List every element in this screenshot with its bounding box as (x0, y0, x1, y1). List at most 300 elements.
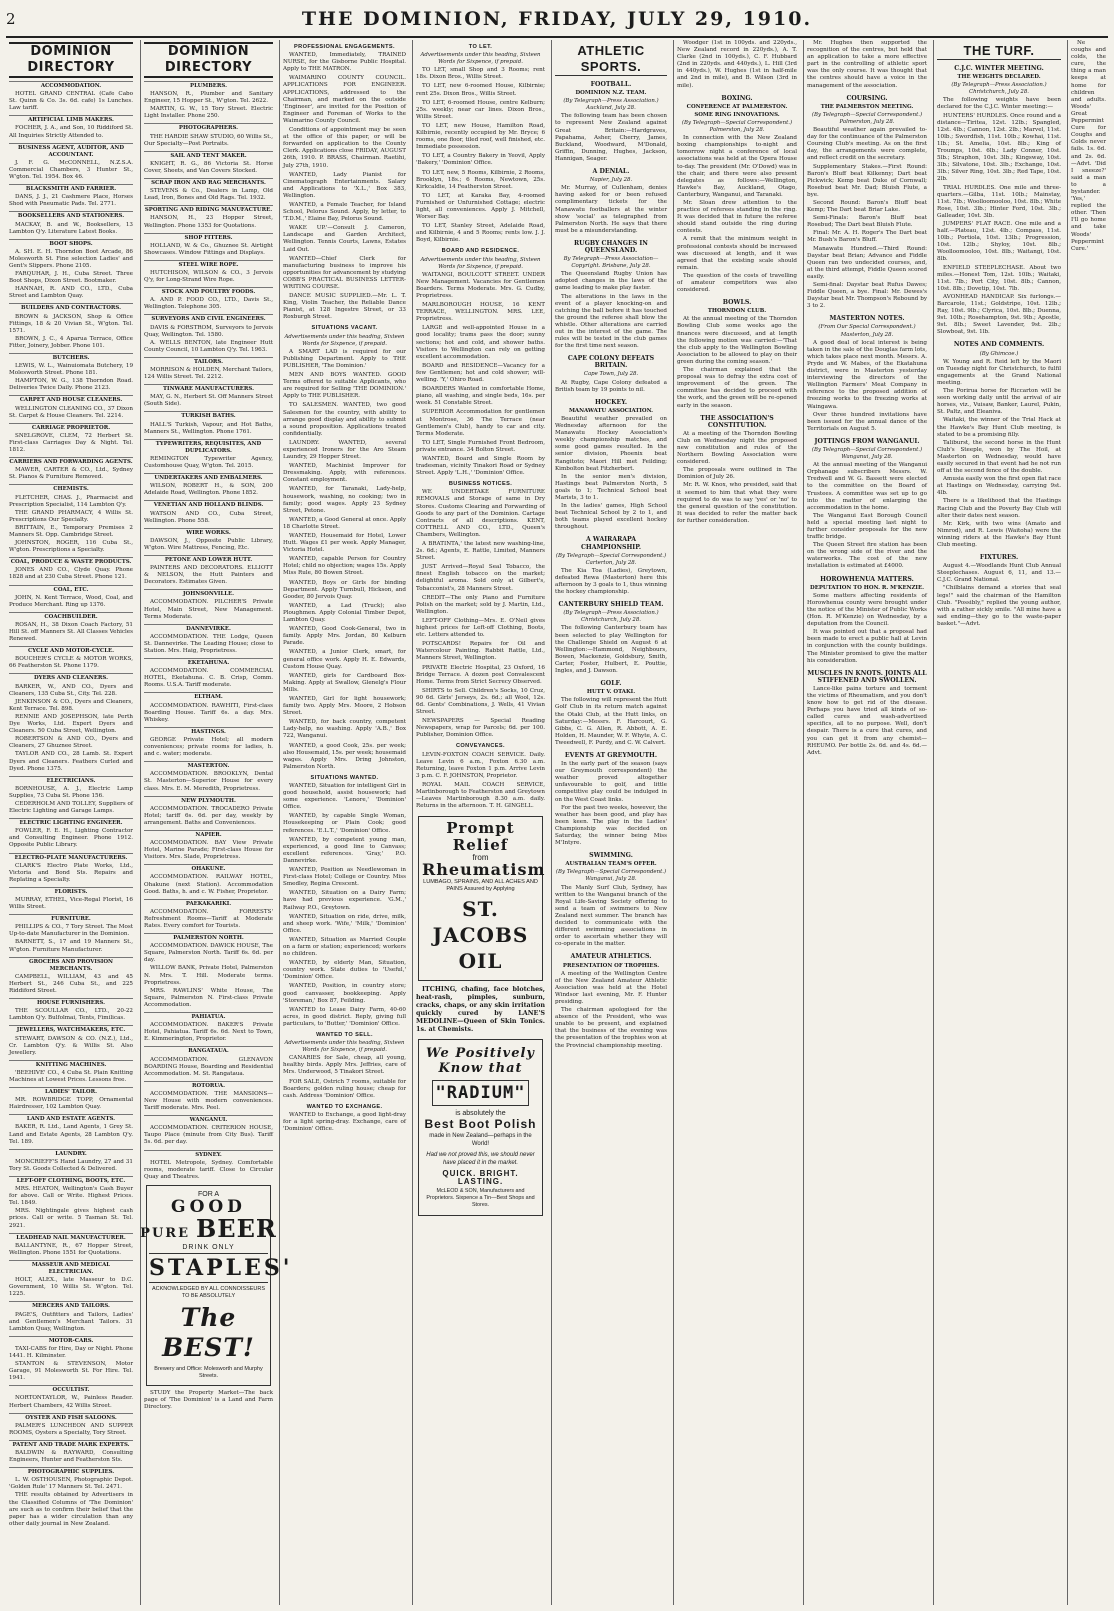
directory-entry: THE results obtained by Advertisers in the Classified Columns of 'The Dominion' are such as to confirm their belief that the paper has a wider circulation than any other daily journal in New Zealand. (9, 1492, 133, 1527)
ad-line: from (472, 853, 489, 863)
column-sports-continued (673, 40, 800, 1605)
ad-line: We Positively Know that (426, 1046, 535, 1077)
classified-ad: WANTED, for Taranaki, Lady-help, housework, washing, no cooking; two in family; good wages. Apply 23 Sydney Street, Petone. (283, 486, 406, 514)
directory-entry: REMINGTON Typewriter Agency, Customhouse Quay, W'gton. Tel. 2015. (144, 455, 273, 470)
ad-line: ACKNOWLEDGED BY ALL CONNOISSEURS TO BE ABSOLUTELY (151, 1286, 266, 1300)
paragraph: Semi-final: Daystar beat Rufus Dawes; Fiddle Queen, a bye. Final: Mr. Dewes's Daystar beat Mr. Thompson's Rebound by 3 to 2. (807, 282, 927, 310)
paragraph: Mr. Hughes then supported the recognition of the centres, but held that an application to take a more effective part in the controlling of athletic sport was the only course. It was thought that the centres should have a voice in the management of the association. (807, 40, 927, 89)
directory-entry: WATSON AND CO., Cuba Street, Wellington. Phone 558. (144, 510, 273, 524)
directory-heading: DOMINION DIRECTORY (144, 42, 273, 78)
classified-ad: WANTED, by elderly Man, Situation, country work. State duties to 'Useful,' 'Dominion' Office. (283, 960, 406, 981)
directory-category: ELTHAM. (144, 692, 273, 701)
directory-category: BLACKSMITH AND FARRIER. (9, 184, 133, 193)
section-heading: WANTED TO SELL. (316, 1032, 373, 1038)
directory-category: CARRIAGE PROPRIETOR. (9, 423, 133, 432)
classified-ad: WANTED, Situation on ride, drive, milk, and sheep work. 'Wife,' 'Milk,' 'Dominion' Office. (283, 913, 406, 934)
column-news (803, 40, 930, 1605)
article-dateline: (By Telegraph—Special Correspondent.) Palmerston, July 28. (811, 111, 923, 125)
article-dateline: (By Telegraph—Special Correspondent.) Carterton, July 28. (555, 552, 667, 566)
paragraph: Beautiful weather prevailed on Wednesday afternoon for the Manawatu Hockey Association's weekly championship matches, and some good games resulted. In the senior division, Phoenix beat Rangitoto; Maori Hill met Feilding; Kimbolton beat Fitzherbert. (555, 415, 667, 472)
paragraph: TRIAL HURDLES. One mile and three-quarters.—Gilba, 11st. 10lb.; Mainstay, 11st. 7lb.; Woolloomooloo, 10st. 8lb.; White Rose, 10st. 3lb.; Hinter Ford, 10st. 3lb.; Galleader, 10st. 3lb. (937, 184, 1061, 219)
paragraph: Second Round: Baron's Bluff beat Kemp; The Dart beat Briar Lake. (807, 199, 927, 214)
paragraph: Over three hundred invitations have been issued for the annual dance of the Territorials on August 5. (807, 411, 927, 432)
directory-category: PATENT AND TRADE MARK EXPERTS. (9, 1440, 133, 1449)
paragraph: The following Canterbury team has been selected to play Wellington for the Challenge Shield on August 6 at Wellington:—Hammond, Neighbours, Bowen, Mackenzie, Goldsbury, Smith, Carter, Foster, Hulbert, E. Pouttie, Ingles, and J. Dawson. (555, 625, 667, 675)
ad-line: LUMBAGO, SPRAINS, AND ALL ACHES AND PAINS Assured by Applying (423, 879, 538, 893)
directory-category: ELECTRO-PLATE MANUFACTURERS. (9, 853, 133, 862)
directory-category: NAPIER. (144, 830, 273, 839)
paragraph: The chairman apologised for the absence of the President, who was unable to be present, and explained that the business of the evening was the presentation of the trophies won at the Provincial championship meeting. (555, 1007, 667, 1049)
classified-ad: LAUNDRY. WANTED, several experienced Ironers for the Aro Steam Laundry, 29 Hopper Street. (283, 439, 406, 461)
directory-category: SHOP FITTERS. (144, 233, 273, 242)
paragraph: The following weights have been declared for the C.J.C. Winter meeting:— (937, 97, 1061, 111)
article-heading: HOROWHENUA MATTERS. (820, 575, 914, 583)
directory-entry: HANSON, H., 23 Hopper Street, Wellington. Phone 1353 for Quotations. (144, 215, 273, 229)
article-heading: CANTERBURY SHIELD TEAM. (558, 601, 664, 609)
column-directory-2 (140, 40, 293, 1605)
directory-entry: FLETCHER, CHAS. J., Pharmacist and Prescription Specialist, 114 Lambton Q'y. (9, 494, 133, 508)
classified-ad: PRIVATE Electric Hospital, 23 Oxford, 16 Bridge Terrace. A dozen post Convalescent Home. Terms from Strict Secrecy Observed. (416, 664, 545, 685)
classified-ad: WANTED, Immediately, TRAINED NURSE, for the Gisborne Public Hospital. Apply to THE MATRON. (283, 52, 406, 73)
directory-category: STOCK AND POULTRY FOODS. (144, 287, 273, 296)
directory-category: PALMERSTON NORTH. (144, 933, 273, 942)
directory-category: CYCLE AND MOTOR-CYCLE. (9, 646, 133, 655)
paragraph: "Chilblains demand a stories that seal legs!" said the chairman of the Hamilton Club. "Possibly," replied the young author, with a rather sickly smile. "All mine have a sad ending—they go to the waste-paper basket."—Advt. (937, 585, 1061, 627)
directory-category: STEEL WIRE ROPE. (144, 260, 273, 269)
directory-list (144, 81, 273, 1181)
directory-entry: BRITTAIN, E., Temporary Premises 2 Manners St. Opp. Cambridge Street. (9, 524, 133, 538)
directory-entry: HAMPTON, W. G., 138 Thorndon Road. Deliveries Twice Daily. Phone 2123. (9, 378, 133, 392)
article-heading: JOTTINGS FROM WANGANUI. (814, 437, 920, 445)
paragraph: The question of the costs of travelling of amateur competitors was also considered. (677, 272, 797, 294)
article-heading: BOWLS. (722, 299, 752, 307)
directory-category: PETONE AND LOWER HUTT. (144, 555, 273, 564)
classified-ad: CREDIT—The only Piano and Furniture Polish on the market; sold by J. Martin, Ltd., Wellington. (416, 594, 545, 615)
paragraph: Supplementary Stakes.—First Round: Baron's Bluff beat Kilkenny; Dart beat Pickwick; Kemp beat Duke of Cornwall; Rosebud beat Mr. Dad; Bluish Flute, a bye. (807, 163, 927, 198)
directory-category: COACHBUILDER. (9, 612, 133, 621)
paragraph: Semi-Finals: Baron's Bluff beat Rosebud; The Dart beat Bluish Flute. (807, 215, 927, 229)
classified-ad: WANTED, Machinist Improver for Dressmaking. Apply, with references. Constant employment. (283, 463, 406, 484)
column-engagements (279, 40, 409, 1605)
directory-entry: ACCOMMODATION. DAWICK HOUSE, The Square, Palmerston North. Tariff 6s. 6d. per day. (144, 943, 273, 964)
article-subheading: MANAWATU ASSOCIATION. (568, 407, 654, 414)
directory-entry: BALLANTYNE, R., 67 Hopper Street, Wellington. Phone 1551 for Quotations. (9, 1242, 133, 1256)
classified-ad: SHIRTS to Sell. Children's Socks, 10 Cruz, 90 6d. Girls' Jerseys, 2s. 6d.; all Wool, 12s. 6d. Gents' Combinations, J. Wells, 41 Vivian Street. (416, 687, 545, 716)
directory-entry: WELLINGTON CLEANING CO., 37 Dixon St. Carpet & House Cleaners. Tel. 2214. (9, 405, 133, 419)
classified-ad: WANTED, Boys or Girls for binding Department. Apply Turnbull, Hickson, and Gooder, 80 Jervois Quay. (283, 579, 406, 600)
directory-category: FLORISTS. (9, 887, 133, 896)
section-heading: BUSINESS NOTICES. (448, 481, 513, 488)
classified-ad: TO LET, Stanley Street, Adelaide Road, and Kilbirnie, 4 and 5 Rooms; rents low. J. J. Boyd, Kilbirnie. (416, 223, 545, 244)
directory-entry: HALL'S Turkish, Vapour, and Hot Baths, Manners St., Wellington. Phone 1761. (144, 421, 273, 435)
directory-entry: JONES AND CO., Clyde Quay. Phone 1828 and at 230 Cuba Street. Phone 121. (9, 567, 133, 581)
ad-line: DRINK ONLY (182, 1244, 235, 1251)
ad-line: PURE (140, 1226, 190, 1241)
classified-ad: WANTED, Situation on a Dairy Farm; have had previous experience. 'G.M.,' Railway P.O., Greytown. (283, 890, 406, 911)
directory-category: CARRIERS AND FORWARDING AGENTS. (9, 459, 133, 466)
directory-entry: WILSON, ROBERT H., & SON, 200 Adelaide Road, Wellington. Phone 1852. (144, 483, 273, 497)
directory-category: BOOT SHOPS. (9, 239, 133, 248)
article-dateline: (By Telegraph—Special Correspondent.) Wanganui, July 28. (555, 869, 667, 883)
directory-entry: HOLT, ALEX., late Masseur to D.C. Government, 10 Willis St. W'gton. Tel. 1225. (9, 1277, 133, 1298)
directory-entry: ACCOMMODATION. THE Lodge, Queen St. Dannevirke. The Leading House; close to Station. Mrs. Haig, Proprietress. (144, 633, 273, 654)
directory-entry: HUTCHISON, WILSON & CO., 3 Jervois Q'y, for Long-Strand Wire Rope. (144, 269, 273, 284)
classified-ad: WANTED, capable Person for Country Hotel; child no objection; wages 15s. Apply Miss Rule, 80 Bowen Street. (283, 556, 406, 577)
directory-entry: HOLLAND, W. & Co., Ghuznee St. Airtight Showcases. Window Fittings and Displays. (144, 242, 273, 256)
paragraph: Ne coughs and colds, the cure, the thing a man keeps at home for children and adults. Woods' Great Peppermint Cure for Coughs and Colds never fails. 1s. 6d. and 2s. 6d.—Advt. 'Did I sneeze?' said a man to a bystander. 'Yes,' replied the other. 'Then I'll go home and take Woods' Peppermint Cure.' (1071, 40, 1106, 252)
paragraph: At the annual meeting of the Wanganui Orphanage subscribers Messrs. W. Tredwell and W. G. Bassett were elected to the committee on the Board of Trustees. A committee was set up to go into the matter of enlarging the accommodation in the home. (807, 462, 927, 511)
directory-category: RANGATAUA. (144, 1046, 273, 1055)
classified-ad: TO LET, small Shop and 3 Rooms; rent 18s. Dixon Bros., Willis Street. (416, 67, 545, 81)
st-jacobs-oil-advertisement (418, 816, 546, 981)
directory-category: BOOKSELLERS AND STATIONERS. (9, 211, 133, 220)
directory-category: SAIL AND TENT MAKER. (144, 151, 273, 160)
section-masthead: THE TURF. (937, 43, 1061, 60)
directory-category: ROTORUA. (144, 1081, 273, 1090)
classified-ad: BOARD and RESIDENCE—Vacancy for a few Gentlemen; hot and cold shower; will-welling. 'Y,' Ohiro Road. (416, 362, 545, 384)
classified-ad: TO SALESMEN. WANTED, two good Salesmen for the country, with ability to arrange good display and ability to submit a sound proposition. Applications treated confidentially. (283, 402, 406, 437)
directory-category: LEADHEAD NAIL MANUFACTURER. (9, 1233, 133, 1242)
paragraph: There is a likelihood that the Hastings Racing Club and the Poverty Bay Club will alter their dates next season. (937, 498, 1061, 519)
classified-ad: LEVIN-FOXTON COACH SERVICE. Daily. Leave Levin 6 a.m., Foxton 6.30 a.m. Returning, leave Foxton 1 p.m. Arrive Levin 3 p.m. C. F. JOHNSTON, Proprietor. (416, 751, 545, 779)
footnote: STUDY the Property Market—The back page of 'The Dominion' is a Land and Farm Directory. (144, 1390, 273, 1411)
paragraph: Woodger (1st in 100yds. and 220yds., New Zealand record in 220yds.), A. T. Clarke (2nd in 100yds.), C. F. Hubbard (2nd in 220yds. and 440yds.), L. Hill (3rd in 440yds.), W. Hughes (1st in half-mile and 2nd in mile), and B. Wilson (3rd in mile). (677, 40, 797, 89)
directory-category: ELECTRICIANS. (9, 776, 133, 785)
directory-list (9, 81, 133, 1528)
directory-category: LAND AND ESTATE AGENTS. (9, 1114, 133, 1123)
directory-entry: BOUCHER'S CYCLE & MOTOR WORKS, 66 Featherston St. Phone 1179. (9, 656, 133, 670)
masthead-rule (6, 36, 1108, 38)
directory-heading: DOMINION DIRECTORY (9, 42, 133, 78)
directory-category: SPORTING AND RIDING MANUFACTURE. (144, 207, 273, 214)
article-subheading: CONFERENCE AT PALMERSTON. (686, 103, 788, 110)
directory-category: VENETIAN AND HOLLAND BLINDS. (144, 500, 273, 509)
article-heading: A DENIAL. (592, 168, 630, 176)
classified-ad: WANTED, Position, in country store; good canvasser, bookkeeping. Apply 'Storeman,' Box 87, Feilding. (283, 983, 406, 1004)
directory-entry: A. SH. E. H. Thorndon Boot Arcade, 86 Molesworth St. Fine selection Ladies' and Gent's Slippers. Phone 2105. (9, 248, 133, 269)
article-heading: THE ASSOCIATION'S CONSTITUTION. (700, 414, 774, 429)
classified-ad: LEFT-OFF Clothing—Mrs. E. O'Neil gives highest prices for Left-off Clothing, Boots, etc. Letters attended to. (416, 617, 545, 639)
paragraph: The Queen Street fire station has been on the wrong side of the river and the waterworks. The cost of the new installation is estimated at £4000. (807, 542, 927, 570)
paragraph: A meeting of the Wellington Centre of the New Zealand Amateur Athletic Association was held at the Hotel Windsor last evening, Mr. F. Hunter presiding. (555, 970, 667, 1005)
paragraph: The chairman explained that the proposal was to defray the extra cost of improvement of the green. The committee has decided to proceed with the work, and the green will be re-opened early in the season. (677, 367, 797, 409)
directory-category: OHAKUNE. (144, 864, 273, 873)
radium-polish-advertisement (418, 1039, 543, 1215)
column-directory-1 (6, 40, 136, 1605)
article-list (937, 65, 1061, 628)
section-heading: SITUATIONS VACANT. (311, 325, 378, 332)
directory-entry: CAMPBELL, WILLIAM, 43 and 45 Herbert St., 246 Cuba St., and 225 Riddiford Street. (9, 973, 133, 995)
article-subheading: PRESENTATION OF TROPHIES. (562, 962, 660, 969)
paragraph: The following team has been chosen to represent New Zealand against Great Britain:—Hardgraves, Papahama, Asher, Cherry, James, Buckland, Woodward, M'Donald, Griffin, Dunning, Hughes, Jackson, Hannigan, Seager. (555, 113, 667, 162)
directory-entry: BROWN & JACKSON, Shop & Office Fittings, 18 & 20 Vivian St., W'gton. Tel. 1571. (9, 313, 133, 334)
classified-ad: POTSCARDS! Repairs for Oil and Watercolour Painting. Rabbit Rattle, Ltd., Manners Street, Wellington. (416, 641, 545, 662)
column-to-let (412, 40, 548, 1605)
directory-entry: NORTONTAYLOR, W., Painless Reader. Herbert Chambers, 42 Willis Street. (9, 1395, 133, 1409)
paragraph: ENFIELD STEEPLECHASE. About two miles.—Honest Tom, 12st. 10lb.; Waitaki, 11st. 7lb.; Port City, 10st. 8lb.; Cannon, 10st. 8lb.; Dovetip, 10st. 7lb. (937, 264, 1061, 292)
classified-ad: TO LET, new House, Hamilton Road, Kilbirnie, recently occupied by Mr. Bryce; 6 rooms, one floor, tiled roof, well finished, etc. Immediate possession. (416, 122, 545, 151)
directory-entry: STANTON & STEVENSON, Motor Garage, 91 Molesworth St. For Hire. Tel. 1941. (9, 1361, 133, 1382)
directory-entry: HOTEL GRAND CENTRAL (Cafe Cabo St. Quinn & Co. 3s. 6d. cafe) 1s Lunches. Law tariff. (9, 91, 133, 112)
classified-ad: WANTED, Lady Pianist for Cinematograph Entertainments. Salary and Applications to 'X.L.,' Box 383, Wellington. (283, 171, 406, 199)
section-note: Advertisements under this heading, Sixteen Words for Sixpence, if prepaid. (284, 333, 405, 347)
directory-entry: TAYLOR AND CO., 28 Lamb. St. Expert Dyers and Cleaners. Feathers Curled and Dyed. Phone 1375. (9, 751, 133, 772)
classified-ad: BOARDERS Wanted in comfortable Home, piano, all washing, and single beds, 16s. per week. 51 Constable Street. (416, 386, 545, 407)
directory-category: ACCOMMODATION. (9, 81, 133, 90)
directory-entry: J. F. G. McCONNELL, N.Z.S.A. Commercial Chambers, 3 Hunter St., W'gton. Tel. 1954. Box 46. (9, 159, 133, 181)
ad-line: Best Boot Polish (424, 1117, 537, 1132)
directory-category: LADIES' TAILOR. (9, 1087, 133, 1096)
classified-ad: MARLBOROUGH HOUSE, 16 KENT TERRACE, WELLINGTON. MRS. LEE, Proprietress. (416, 302, 545, 323)
ad-line: STAPLES' (149, 1255, 293, 1282)
ad-line: McLEOD & SON, Manufacturers and Proprietors. Sixpence a Tin—Best Shops and Stores. (426, 1187, 535, 1208)
paragraph: The following will represent the Hutt Golf Club in its return match against the Otaki Club, at the Hutt links, on Saturday:—Messrs. F. Harcourt, G. Gibbs, C. G. Allen, R. Abbott, A. E. Holden, H. Maunder, W. F. Whyte, A. C. Tweedwell, F. Purdy, and C. W. Calvert. (555, 697, 667, 746)
article-dateline: Napier, July 28. (589, 177, 633, 184)
paragraph: W. Young and R. Reid left by the Maori on Tuesday night for Christchurch, to fulfil engagements at the Grand National meeting. (937, 358, 1061, 386)
classified-ad: WANTED, a Junior Clerk, smart, for general office work. Apply H. E. Edwards, Custom House Quay. (283, 649, 406, 670)
article-subheading: AUSTRALIAN TEAM'S OFFER. (565, 861, 657, 868)
classified-ad: WANTED, Position as Needlewoman in First-class Hotel; College or Country. Miss Smedley, Regina Crescent. (283, 867, 406, 888)
paragraph: The Wanganui East Borough Council held a special meeting last night to further consider proposals for the new traffic bridge. (807, 512, 927, 541)
directory-entry: ACCOMMODATION. TROCADERO Private Hotel; tariff 6s. 6d. per day, weekly by arrangement. Baths and Conveniences. (144, 805, 273, 826)
directory-category: PAEKAKARIKI. (144, 899, 273, 908)
directory-category: EKETAHUNA. (144, 658, 273, 667)
directory-category: PAHIATUA. (144, 1012, 273, 1021)
classified-ad: WANTED, Situation as Married Couple on a farm or station; experienced; workers no children. (283, 936, 406, 958)
directory-category: CHEMISTS. (9, 484, 133, 493)
article-heading: HOCKEY. (594, 398, 628, 406)
directory-category: NEW PLYMOUTH. (144, 796, 273, 805)
article-dateline: (By Telegraph—Press Association.) Christchurch, July 28. (951, 82, 1047, 96)
directory-entry: FARQUHAR, J. H., Cuba Street. Three Boot Shops, Dixon Street. Bootmaker. (9, 271, 133, 285)
directory-category: WIRE WORKS. (144, 528, 273, 537)
directory-category: LAUNDRY. (9, 1149, 133, 1158)
section-masthead: ATHLETIC SPORTS. (555, 43, 667, 76)
ad-list (283, 1112, 406, 1133)
section-note: Advertisements under this heading, Sixteen Words for Sixpence, if prepaid. (420, 52, 541, 66)
directory-category: WANGANUI. (144, 1115, 273, 1124)
article-heading: GOLF. (600, 680, 622, 688)
directory-entry: A. WELLS BENTON, late Engineer Hutt County Council, 10 Lambton Q'y. Tel. 1963. (144, 339, 273, 353)
article-heading: AMATEUR ATHLETICS. (570, 953, 652, 961)
ad-list (283, 783, 406, 1028)
paragraph: Mr. Kirk, with two wins (Amato and Nimrod), and R. Lewis (Waitoha) were the winning riders at the Hawke's Bay Hunt Club meeting. (937, 520, 1061, 548)
paragraph: At Rugby, Cape Colony defeated a British team by 19 points to nil. (555, 379, 667, 393)
ad-line: The BEST! (162, 1303, 255, 1363)
paragraph: The Queensland Rugby Union has adopted changes in the laws of the game leading to make play faster. (555, 271, 667, 292)
classified-ad: WANTED, Situation for intelligent Girl in good household, assist housework; had some experience. 'Lenore,' 'Dominion' Office. (283, 783, 406, 811)
paragraph: HUNTERS' HURDLES. Once round and a distance—Tiritea, 12st. 12lb.; Spangled, 12st. 4lb.; Cannon, 12st. 2lb.; Marvel, 11st. 10lb.; Swordfish, 11st. 10lb.; Kowhai, 11st. 1lb.; St. Amelia, 10st. 8lb.; King of Troumps, 10st. 6lb.; Lady Conner, 10st. 5lb.; Straphon, 10st. 3lb.; Kingsway, 10st. 3lb.; Silvatone, 10st. 3lb.; Exchange, 10st. 3lb.; Silver Ring, 10st. 3lb.; Red Tape, 10st. 2lb. (937, 112, 1061, 183)
section-heading: SITUATIONS WANTED. (310, 774, 379, 781)
directory-category: PHOTOGRAPHIC SUPPLIES. (9, 1467, 133, 1476)
directory-entry: STEVENS & Co., Dealers in Lamp, Old Lead, Iron, Bones and Old Rags. Tel. 1932. (144, 188, 273, 202)
article-subheading: THE WEIGHTS DECLARED. (957, 74, 1041, 81)
paragraph: At a meeting of the Thorndon Bowling Club on Wednesday night the proposed new constitution and rules of the Northern Bowling Association were considered. (677, 430, 797, 466)
ad-line: GOOD (171, 1197, 246, 1217)
article-dateline: (By Telegraph—Press Association.) Christchurch, July 28. (563, 610, 659, 624)
directory-category: LEFT-OFF CLOTHING, BOOTS, ETC. (9, 1176, 133, 1185)
directory-category: MASTERTON. (144, 761, 273, 770)
paragraph: Taliburst, the second horse in the Hunt Club's Steeple, won by The Hoil, at Masterton on Wednesday, would have easily secured in that event had he not run off at the second fence of the double. (937, 439, 1061, 475)
directory-entry: L. W. OSTHOUSEN, Photographic Depot. 'Golden Rule' 17 Manners St. Tel. 2471. (9, 1477, 133, 1491)
directory-category: OYSTER AND FISH SALOONS. (9, 1413, 133, 1422)
ad-line: Prompt Relief (446, 819, 515, 855)
article-subheading: HUTT V. OTAKI. (586, 689, 636, 696)
paragraph: Final: Mr. A. H. Roger's The Dart beat Mr. Bush's Baron's Bluff. (807, 230, 927, 244)
article-heading: MASTERTON NOTES. (829, 315, 905, 323)
paragraph: Mr. Murray, of Cullenham, denies having asked for or been refused complimentary tickets for the Manawatu footballers at the winter show 'social' as telegraphed from Palmerston North. He says that there must be a misunderstanding. (555, 185, 667, 234)
directory-entry: MONCRIEFF'S Hand Laundry, 27 and 31 Tory St. Goods Collected & Delivered. (9, 1158, 133, 1172)
directory-entry: 'BEEHIVE' CO., 4 Cuba St. Plain Knitting Machines at Lowest Prices. Lessons free. (9, 1069, 133, 1083)
page-number: 2 (6, 10, 17, 28)
ad-list (416, 67, 545, 244)
directory-category: ARTIFICIAL LIMB MAKERS. (9, 115, 133, 124)
directory-entry: FOCHER, J. A., and Son, 10 Riddiford St. All Inquiries Strictly Attended to. (9, 125, 133, 139)
article-list (807, 95, 927, 757)
directory-entry: ACCOMMODATION. CRITERION HOUSE, Taupo Place (minute from City Bus). Tariff 5s. 6d. per day. (144, 1125, 273, 1146)
directory-category: PHOTOGRAPHERS. (144, 123, 273, 132)
directory-entry: ACCOMMODATION. RAILWAY HOTEL, Ohakune (next Station). Accommodation Good. Baths, h. and c. W. Fisher, Proprietor. (144, 874, 273, 895)
directory-category: FURNITURE. (9, 914, 133, 923)
paragraph: The Kia Toa (Ladies), Greytown, defeated Rewa (Masterton) here this afternoon by 3 goals to 1, thus winning the hockey championship. (555, 567, 667, 596)
paragraph: In the early part of the season (says our Greymouth correspondent) the weather proved altogether unfavourable to golf, and little competitive play could be indulged in on the West Coast links. (555, 761, 667, 803)
article-heading: BOXING. (721, 94, 753, 102)
directory-category: TINWARE MANUFACTURERS. (144, 384, 273, 393)
classified-ad: TO LET, Single Furnished Front Bedroom, private entrance. 34 Bolton Street. (416, 439, 545, 453)
paragraph: A remit that the minimum weight in professional contests should be increased was discussed at length, and it was agreed that the existing scale should remain. (677, 236, 797, 271)
classified-ad: TO LET, at Karaka Bay, 4-roomed Furnished or Unfurnished Cottage; electric light, all conveniences. Apply J. Mitchell, Worser Bay. (416, 192, 545, 221)
directory-entry: THE GRAND PHARMACY, 4 Willis St. Prescriptions Our Specialty. (9, 509, 133, 523)
directory-entry: PHILLIPS & CO., 7 Tory Street. The Most Up-to-date Manufacturer in the Dominion. (9, 924, 133, 938)
directory-entry: LEWIS, W. L., Wainuiomata Butchery, 19 Molesworth Street. Phone 181. (9, 363, 133, 377)
directory-entry: MRS. Nightingale gives highest cash prices. Call or write. 5 Tasman St. Tel. 2921. (9, 1208, 133, 1229)
article-subheading: DEPUTATION TO HON. R. M'KENZIE. (810, 584, 924, 591)
classified-ad: WANTED, Girl for light housework; family two. Apply Mrs. Moore, 2 Hobson Street. (283, 695, 406, 717)
ad-line: QUICK. BRIGHT. LASTING. (442, 1169, 519, 1186)
directory-category: SURVEYORS AND CIVIL ENGINEERS. (144, 314, 273, 323)
classified-ad: WANTED, a Female Teacher, for Island School, Pelorus Sound. Apply, by letter, to 'T.D.M.,' Elaine Bay, Pelorus Sound. (283, 201, 406, 223)
classified-ad: FOR SALE, Ostrich 7 rooms, suitable for Boarders; golden ruling house; cheap for cash. Address 'Dominion' Office. (283, 1078, 406, 1099)
directory-entry: TAXI-CABS for Hire, Day or Night. Phone 1441. H. Kilminster. (9, 1345, 133, 1359)
directory-entry: JOHN, N. Kent Terrace, Wood, Coal, and Produce Merchant. Ring up 1376. (9, 594, 133, 608)
directory-entry: THE SCOULLAR CO., LTD., 20-22 Lambton Q'y. Bulfolmai, Tents, Fimilicas. (9, 1008, 133, 1022)
directory-category: ELECTRIC LIGHTING ENGINEER. (9, 818, 133, 827)
column-turf (933, 40, 1064, 1605)
directory-entry: DANS, J. J., 21 Cashmere Place, Horses Shod with Pneumatic Pads. Tel. 2771. (9, 194, 133, 208)
directory-entry: A. AND P. FOOD CO., LTD., Davis St., Wellington. Telephone 305. (144, 297, 273, 311)
directory-entry: MURRAY, ETHEL, Vice-Regal Florist, 16 Willis Street. (9, 897, 133, 911)
paragraph: Amusia easily won the first open flat race at Hastings on Wednesday, carrying 9st. 4lb. (937, 476, 1061, 497)
ad-line: Brewery and Office: Molesworth and Murphy Streets. (154, 1366, 263, 1380)
article-dateline: By Telegraph—Press Association—Copyright. Brisbane, July 28. (563, 256, 659, 270)
ad-line: is absolutely the (455, 1110, 506, 1118)
masthead (6, 8, 1108, 30)
directory-entry: ACCOMMODATION. GLENAVON BOARDING House, Boarding and Residential Accommodation. M. St. Rangataua. (144, 1056, 273, 1077)
directory-category: JOHNSONVILLE. (144, 589, 273, 598)
directory-entry: ACCOMMODATION. COMMERCIAL HOTEL, Eketahuna. C. B. Crisp, Comm. Rooms. U.S.A. Tariff moderate. (144, 668, 273, 689)
classified-ad: CANARIES for Sale, cheap, all young, healthy birds. Apply Mrs. Jeffries, care of Mrs. Underwood, 5 Tinakori Street. (283, 1055, 406, 1076)
classified-ad: MEN AND BOYS WANTED. GOOD Terms offered to suitable Applicants, who are required for Selling 'THE DOMINION.' Apply to THE PUBLISHER. (283, 372, 406, 400)
classified-ad: TO LET, 6-roomed House, centre Kelburn; 25s. weekly; near car lines. Dixon Bros., Willis Street. (416, 99, 545, 120)
directory-category: BUILDERS AND CONTRACTORS. (9, 303, 133, 312)
ad-list (416, 752, 545, 811)
paragraph: JUMPERS' FLAT RACE. One mile and a half.—Plateau, 12st. 4lb.; Compass, 11st. 10lb.; Portiola, 10st. 13lb.; Progression, 10st. 12lb.; Shyloy, 10st. 8lb.; Woolloomooloo, 10st. 8lb.; Waitangi, 10st. 8lb. (937, 220, 1061, 263)
directory-entry: MR. ROWBRIDGE TOPP, Ornamental Hairdresser, 102 Lambton Quay. (9, 1097, 133, 1111)
newspaper-title: THE DOMINION, FRIDAY, JULY 29, 1910. (301, 8, 813, 30)
article-heading: SWIMMING. (589, 852, 633, 860)
classified-ad: LARGE and well-appointed House in a good locality; trams pass the door; sunny sections; hot and cold, and shower baths. Visitors to Wellington can rely on getting excellent accommodation. (416, 325, 545, 360)
paragraph: The proposals were outlined in The Dominion of July 26. (677, 467, 797, 481)
directory-category: BUSINESS AGENT, AUDITOR, AND ACCOUNTANT. (9, 143, 133, 159)
classified-ad: WANTED, Housemaid for Hotel, Lower Hutt. Wages £1 per week. Apply Manager, Victoria Hotel. (283, 533, 406, 554)
directory-entry: MAWER, CARTER & CO., Ltd., Sydney St. Pianos & Furniture Removed. (9, 467, 133, 481)
directory-entry: BORNHOUSE, A. J., Electric Lamp Supplies, 73 Cuba St. Phone 156. (9, 785, 133, 799)
directory-category: BUTCHERS. (9, 353, 133, 362)
classified-ad: A SMART LAD is required for our Publishing Department. Apply to THE PUBLISHER, 'The Dominion.' (283, 348, 406, 369)
paragraph: The Porirua horse for Riccarton will be seen working daily until the arrival of air horses, viz., Vuisaw, Banker, Laurel, Pukin, St. Paltz, and Eleaniva. (937, 388, 1061, 416)
classified-ad: WAKE UP.'—Consult J. Cameron, Landscape and Garden Architect, Wellington. Tennis Courts, Lawns, Estates Laid Out. (283, 225, 406, 253)
directory-entry: MAY, G. N., Herbert St. Off Manners Street (South Side). (144, 394, 273, 408)
paragraph: It was pointed out that a proposal had been made to erect a public hall at Levin in conjunction with the county buildings. The Minister promised to give the matter his consideration. (807, 629, 927, 664)
directory-category: MERCERS AND TAILORS. (9, 1301, 133, 1310)
directory-entry: MRS. RAWLINS' White House, The Square, Palmerston N. First-class Private Accommodation. (144, 987, 273, 1008)
section-heading: TO LET. (468, 44, 493, 50)
paragraph: In the senior men's division, Hastings beat Palmerston North, 5 goals to 1; Technical School beat Marists, 3 to 1. (555, 473, 667, 501)
article-dateline: (By Ghimcoe.) (979, 350, 1019, 357)
directory-entry: FOWLER, F. E. H., Lighting Contractor and Consulting Engineer. Phone 1912. Opposite Public Library. (9, 828, 133, 849)
classified-ad: WANTED, by capable Single Woman, Housekeeping or Plain Cook; good references. 'E.L.T.,' 'Dominion' Office. (283, 813, 406, 834)
directory-entry: MORRISON & HOLDEN, Merchant Tailors, 124 Willis Street. Tel. 2212. (144, 367, 273, 381)
paragraph: Lance-like pains torture and torment the victims of Rheumatism, and you don't know how to get rid of the disease. Perhaps you have tried all kinds of so-called cures and wash-advertised specifics, all to no purpose. Well, don't despair. There is a cure that cures, and you can get it from any chemist—RHEUMO. Per bottle 2s. 6d. and 4s. 6d.—Advt. (807, 685, 927, 756)
article-heading: EVENTS AT GREYMOUTH. (564, 751, 658, 759)
classified-ad: WANTED—Chief Clerk for manufacturing business to improve his opportunities for advancement by studying COBB'S PRACTICAL BUSINESS LETTER-WRITING COURSE. (283, 255, 406, 290)
directory-category: UNDERTAKERS AND EMBALMERS. (144, 473, 273, 482)
directory-entry: SNELGROVE, CLEM, 72 Herbert St. First-class Carriages Day & Night. Tel. 1812. (9, 432, 133, 454)
classified-ad: WANTED, for back country, competent Lady-help, no washing. Apply 'A.B.,' Box 722, Wanganui. (283, 719, 406, 740)
classified-ad: WANTED, Good Cook-General, two in family. Apply Mrs. Jordan, 80 Kelburn Parade. (283, 626, 406, 647)
paragraph: In the ladies' games, High School beat Technical School by 2 to 1, and both teams played excellent hockey throughout. (555, 503, 667, 531)
classified-ad: JUST Arrived—Royal Seal Tobacco, the finest English tobacco on the market; delightful aroma. Sold only at Gilbert's, Tobacconist's, 28 Manners Street. (416, 564, 545, 592)
paragraph: A good deal of local interest is being taken in the sale of the Douglas farm lots, which takes place next month. Messrs. A. Pryde and W. Mabes, of the Ekatahuna district, were in Masterton yesterday interviewing the directors of the Wellington Farmers' Meat Company in reference to the proposed addition of freezing works to the freezing works at Waingawa. (807, 339, 927, 410)
directory-category: SYDNEY. (144, 1150, 273, 1159)
directory-entry: GEORGE Private Hotel; all modern conveniences; private rooms for ladies, h. and c. water; moderate. (144, 736, 273, 758)
ad-line: ST. JACOBS OIL (432, 897, 529, 974)
classified-ad: WAIMARINO COUNTY COUNCIL. APPLICATIONS FOR ENGINEER. APPLICATIONS, addressed to the Chairman, and marked on the outside 'Engineer', are invited for the Position of Engineer and Foreman of Works to the Waimarino County Council. (283, 75, 406, 124)
directory-entry: JOHNSTON, ROGER, 116 Cuba St., W'gton. Prescriptions a Specialty. (9, 540, 133, 554)
article-dateline: (By Telegraph—Special Correspondent.) Wanganui, July 28. (811, 446, 923, 461)
classified-ad: SUPERIOR Accommodation for gentlemen at Montrose, 36 The Terrace (near Gentlemen's Club), handy to car and city. Terms Moderate. (416, 409, 545, 437)
ad-list (283, 52, 406, 321)
directory-entry: ACCOMMODATION. RAWHITI, First-class Boarding House. Tariff 6s. a day. Mrs. Whiskey. (144, 702, 273, 723)
directory-entry: HANSON, R., Plumber and Sanitary Engineer, 15 Hopper St., W'gton. Tel. 2622. (144, 91, 273, 105)
section-heading: BOARD AND RESIDENCE. (441, 248, 520, 255)
directory-entry: ACCOMMODATION. THE MANSIONS—New House with modern conveniences. Tariff moderate. Mrs. Peel. (144, 1090, 273, 1112)
classified-ad: NEWSPAPERS — Special Reading Newspapers, wrap for Parcels; 6d. per 100. Publisher, Dominion Office. (416, 718, 545, 739)
directory-category: KNITTING MACHINES. (9, 1060, 133, 1069)
classified-ad: WANTED, Board and Single Room by tradesman, vicinity Tinakori Road or Sydney Street. Apply 'L.H.,' 'Dominion' Office. (416, 455, 545, 477)
directory-entry: BAKER, R. Ltd., Land Agents, 1 Grey St. Land and Estate Agents, 28 Lambton Q'y. Tel. 189. (9, 1124, 133, 1145)
article-subheading: THORNDON CLUB. (707, 308, 767, 315)
directory-entry: RENNIE AND JOSEPHSON, late Perth Dye Works, Ltd. Expert Dyers and Cleaners. 50 Cuba Street, Wellington. (9, 713, 133, 735)
classified-ad: TO LET, new, 5 Rooms, Kilbirnie, 2 Rooms, Brooklyn, 18s.; 6 Rooms, Newtown, 25s. Kirkcaldie, 14 Featherston Street. (416, 169, 545, 190)
classified-ad: WANTED to Lease Dairy Farm, 40-60 acres, in good district. Reply, giving full particulars, to 'Butter,' 'Dominion' Office. (283, 1006, 406, 1027)
classified-ad: TO LET, new 6-roomed House, Kilbirnie; rent 25s. Dixon Bros., Willis Street. (416, 83, 545, 97)
directory-category: GROCERS AND PROVISION MERCHANTS. (9, 957, 133, 973)
article-dateline: (By Telegraph—Special Correspondent.) Palmerston, July 28. (681, 119, 793, 134)
article-heading: FIXTURES. (979, 554, 1019, 562)
article-heading: C.J.C. WINTER MEETING. (954, 65, 1044, 72)
paragraph: Some matters affecting residents of Horowhenua county were brought under the notice of the Minister of Public Works (Hon. R. M'Kenzie) on Wednesday, by a deputation from the Council. (807, 592, 927, 628)
